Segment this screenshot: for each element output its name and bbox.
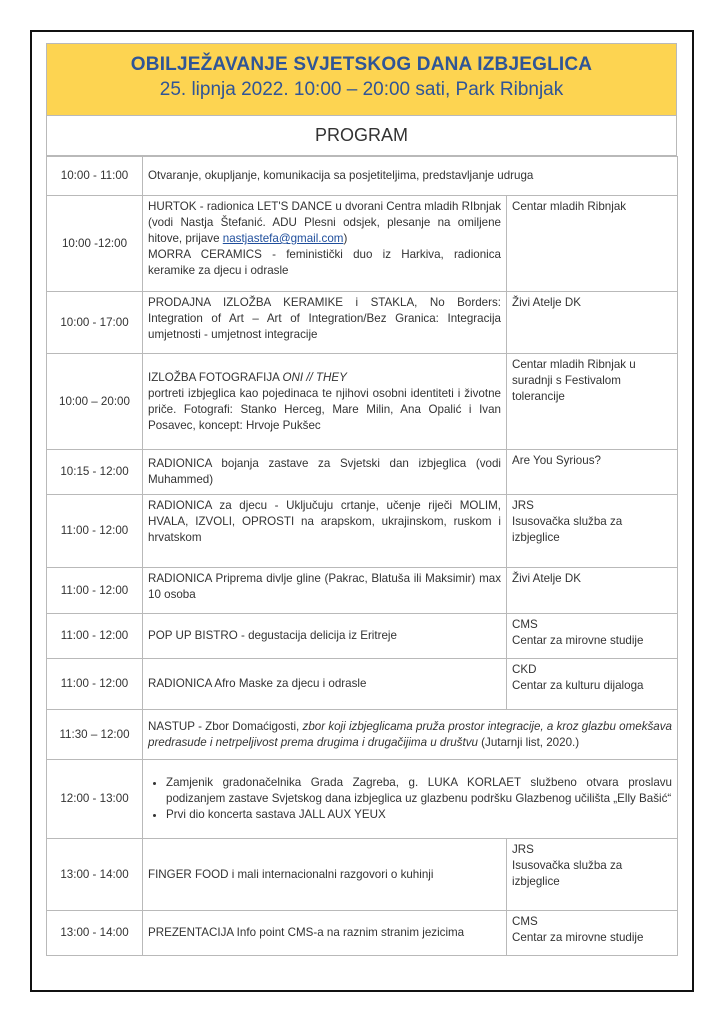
time-cell: 11:00 - 12:00 — [47, 659, 143, 710]
description-text: NASTUP - Zbor Domaćigosti, — [148, 719, 303, 733]
table-row — [47, 495, 678, 568]
table-row — [47, 760, 678, 839]
description-cell: FINGER FOOD i mali internacionalni razgovori o kuhinji — [143, 839, 507, 911]
organizer-name: Centar za mirovne studije — [512, 931, 644, 944]
event-header — [46, 43, 677, 116]
organizer-cell: Centar mladih Ribnjak u suradnji s Festivalom tolerancije — [507, 354, 678, 450]
choir-quote: zbor koji izbjeglicama pruža prostor integracije, a kroz glazbu omekšava predrasude i netrpeljivost prema drugima i drugačijima u društvu — [148, 719, 672, 749]
time-cell: 11:00 - 12:00 — [47, 568, 143, 614]
organizer-abbr: CKD — [512, 663, 537, 676]
time-cell: 10:00 - 17:00 — [47, 292, 143, 354]
list-item: • Prvi dio koncerta sastava JALL AUX YEUX — [166, 807, 672, 823]
table-row — [47, 196, 678, 292]
program-table — [46, 156, 678, 956]
description-cell: RADIONICA za djecu - Uključuju crtanje, učenje riječi MOLIM, HVALA, IZVOLI, OPROSTI na arapskom, ukrajinskom, ruskom i hrvatskom — [143, 495, 507, 568]
description-cell — [143, 710, 678, 760]
description-cell — [143, 760, 678, 839]
event-date-location: 25. lipnja 2022. 10:00 – 20:00 sati, Park Ribnjak — [159, 79, 564, 100]
table-row — [47, 157, 678, 196]
quote-source: (Jutarnji list, 2020.) — [477, 735, 580, 749]
table-row — [47, 354, 678, 450]
organizer-cell — [507, 614, 678, 659]
time-cell: 13:00 - 14:00 — [47, 911, 143, 956]
organizer-name: Isusovačka služba za izbjeglice — [512, 859, 623, 888]
table-row — [47, 450, 678, 495]
description-cell: RADIONICA Priprema divlje gline (Pakrac, Blatuša ili Maksimir) max 10 osoba — [143, 568, 507, 614]
time-cell: 10:15 - 12:00 — [47, 450, 143, 495]
organizer-name: Centar za mirovne studije — [512, 634, 644, 647]
time-cell: 11:30 – 12:00 — [47, 710, 143, 760]
table-row — [47, 568, 678, 614]
list-item: • Zamjenik gradonačelnika Grada Zagreba, g. LUKA KORLAET službeno otvara proslavu podizanjem zastave Svjetskog dana izbjeglica uz glazbenu podršku Glazbenog učilišta „Elly Bašić“ — [166, 775, 672, 807]
bullet-list — [148, 775, 672, 823]
description-text: IZLOŽBA FOTOGRAFIJA — [148, 370, 283, 384]
organizer-cell: Živi Atelje DK — [507, 568, 678, 614]
organizer-abbr: CMS — [512, 618, 538, 631]
organizer-cell — [507, 659, 678, 710]
description-cell: RADIONICA Afro Maske za djecu i odrasle — [143, 659, 507, 710]
time-cell: 10:00 - 11:00 — [47, 157, 143, 196]
email-link[interactable]: nastjastefa@gmail.com — [222, 232, 344, 245]
table-row — [47, 839, 678, 911]
time-cell: 10:00 – 20:00 — [47, 354, 143, 450]
event-title: OBILJEŽAVANJE SVJETSKOG DANA IZBJEGLICA — [130, 54, 593, 75]
time-cell: 10:00 -12:00 — [47, 196, 143, 292]
organizer-cell — [507, 495, 678, 568]
table-row — [47, 292, 678, 354]
organizer-abbr: CMS — [512, 915, 538, 928]
description-text: MORRA CERAMICS - feministički duo iz Harkiva, radionica keramike za djecu i odrasle — [148, 248, 501, 277]
exhibition-title: ONI // THEY — [282, 370, 347, 384]
table-row — [47, 614, 678, 659]
description-text: portreti izbjeglica kao pojedinaca te njihovi osobni identiteti i životne priče. Fotografi: Stanko Herceg, Mare Milin, Ana Opalić i Ivan Posavec, koncept: Hrvoje Pukšec — [148, 386, 501, 432]
description-cell: RADIONICA bojanja zastave za Svjetski dan izbjeglica (vodi Muhammed) — [143, 450, 507, 495]
table-row — [47, 710, 678, 760]
organizer-cell: Živi Atelje DK — [507, 292, 678, 354]
organizer-cell — [507, 911, 678, 956]
time-cell: 13:00 - 14:00 — [47, 839, 143, 911]
time-cell: 11:00 - 12:00 — [47, 614, 143, 659]
description-cell: POP UP BISTRO - degustacija delicija iz Eritreje — [143, 614, 507, 659]
table-row — [47, 659, 678, 710]
description-cell: PRODAJNA IZLOŽBA KERAMIKE i STAKLA, No Borders: Integration of Art – Art of Integration/Bez Granica: Integracija umjetnosti - umjetnost integracije — [143, 292, 507, 354]
description-cell: PREZENTACIJA Info point CMS-a na raznim stranim jezicima — [143, 911, 507, 956]
organizer-name: Isusovačka služba za izbjeglice — [512, 515, 623, 544]
organizer-name: Centar za kulturu dijaloga — [512, 679, 644, 692]
organizer-cell: Centar mladih Ribnjak — [507, 196, 678, 292]
program-heading: PROGRAM — [46, 116, 677, 156]
description-cell — [143, 354, 507, 450]
time-cell: 11:00 - 12:00 — [47, 495, 143, 568]
description-text: ) — [343, 232, 348, 245]
time-cell: 12:00 - 13:00 — [47, 760, 143, 839]
description-text: HURTOK - radionica LET'S DANCE u dvorani Centra mladih RIbnjak (vodi Nastja Štefanić. ADU Plesni odsjek, plesanje na omiljene hitove, prijave — [148, 200, 501, 245]
organizer-abbr: JRS — [512, 843, 534, 856]
organizer-abbr: JRS — [512, 499, 534, 512]
description-cell: Otvaranje, okupljanje, komunikacija sa posjetiteljima, predstavljanje udruga — [143, 157, 678, 196]
table-row — [47, 911, 678, 956]
description-cell — [143, 196, 507, 292]
organizer-cell: Are You Syrious? — [507, 450, 678, 495]
organizer-cell — [507, 839, 678, 911]
